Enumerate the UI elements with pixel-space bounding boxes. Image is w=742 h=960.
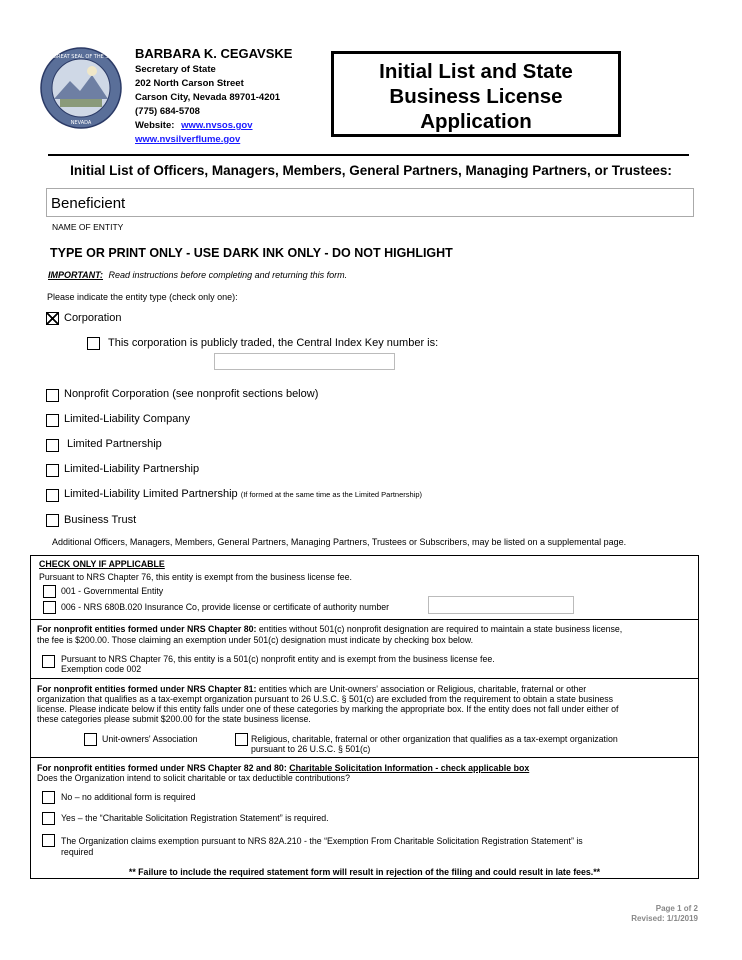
form-title-line1: Initial List and State xyxy=(379,60,573,83)
additional-note: Additional Officers, Managers, Members, General Partners, Managing Partners, Trustees or Subscribers, may be listed on a supplemental page. xyxy=(52,537,627,547)
important-text: Read instructions before completing and returning this form. xyxy=(108,270,348,280)
ch80-option-line1: Pursuant to NRS Chapter 76, this entity is a 501(c) nonprofit entity and is exempt from the business license fee. xyxy=(61,654,495,664)
ink-notice: TYPE OR PRINT ONLY - USE DARK INK ONLY - DO NOT HIGHLIGHT xyxy=(50,246,453,260)
check-only-heading: CHECK ONLY IF APPLICABLE xyxy=(39,559,165,569)
yes-solicit-checkbox[interactable] xyxy=(42,812,55,825)
religious-checkbox[interactable] xyxy=(235,733,248,746)
exemption-claim-line1: The Organization claims exemption pursuant to NRS 82A.210 - the “Exemption From Charitable Solicitation Registration Statement” is xyxy=(61,836,583,846)
lp-checkbox[interactable] xyxy=(46,439,59,452)
cik-number-input[interactable] xyxy=(214,353,395,370)
ch81-text2: organization that qualifies as a tax-exempt organization pursuant to 26 U.S.C. § 501(c) are excluded from the requirement to obtain a state business xyxy=(37,694,614,704)
religious-label-line1: Religious, charitable, fraternal or other organization that qualifies as a tax-exempt organization xyxy=(251,734,618,744)
nrs76-exempt-text: Pursuant to NRS Chapter 76, this entity is exempt from the business license fee. xyxy=(39,572,352,582)
exemption-claim-line2: required xyxy=(61,847,94,857)
chapter81-section xyxy=(30,678,699,757)
entity-name-label: NAME OF ENTITY xyxy=(52,222,124,232)
city-address: Carson City, Nevada 89701-4201 xyxy=(135,92,281,103)
nonprofit-checkbox[interactable] xyxy=(46,389,59,402)
ch81-text1: entities which are Unit-owners' association or Religious, charitable, fraternal or other xyxy=(258,684,587,694)
ch81-text4: these categories please submit $200.00 for the state business license. xyxy=(37,714,311,724)
website-link[interactable]: www.nvsos.gov xyxy=(181,120,253,131)
llp-checkbox[interactable] xyxy=(46,464,59,477)
no-solicit-label: No – no additional form is required xyxy=(61,792,196,802)
ch80-option-line2: Exemption code 002 xyxy=(61,664,142,674)
revision-date: Revised: 1/1/2019 xyxy=(631,914,698,923)
ch82-heading: For nonprofit entities formed under NRS Chapter 82 and 80: xyxy=(37,763,287,773)
governmental-entity-label: 001 - Governmental Entity xyxy=(61,586,164,596)
llc-label: Limited-Liability Company xyxy=(64,413,190,425)
website-line xyxy=(135,119,253,133)
lllp-checkbox[interactable] xyxy=(46,489,59,502)
nevada-state-seal xyxy=(40,47,122,129)
publicly-traded-checkbox[interactable] xyxy=(87,337,100,350)
business-trust-checkbox[interactable] xyxy=(46,514,59,527)
lp-label: Limited Partnership xyxy=(67,438,162,450)
corporation-checkbox[interactable] xyxy=(46,312,59,325)
seal-text-bottom: NEVADA xyxy=(70,120,92,126)
office-title: Secretary of State xyxy=(135,64,216,75)
entity-type-prompt: Please indicate the entity type (check only one): xyxy=(47,292,238,302)
website-line-2 xyxy=(135,133,240,147)
governmental-entity-checkbox[interactable] xyxy=(43,585,56,598)
seal-text-top: THE GREAT SEAL OF THE STATE xyxy=(41,54,121,60)
publicly-traded-label: This corporation is publicly traded, the Central Index Key number is: xyxy=(108,337,439,349)
ch81-text-line1 xyxy=(37,684,586,695)
nonprofit-label: Nonprofit Corporation (see nonprofit sections below) xyxy=(64,388,319,400)
religious-label-line2: pursuant to 26 U.S.C. § 501(c) xyxy=(251,744,371,754)
website-label: Website: xyxy=(135,120,175,131)
section-title: Initial List of Officers, Managers, Members, General Partners, Managing Partners, or Trustees: xyxy=(70,163,672,178)
ch80-text-line1 xyxy=(37,624,622,635)
street-address: 202 North Carson Street xyxy=(135,78,244,89)
official-name: BARBARA K. CEGAVSKE xyxy=(135,46,293,61)
business-license-exempt-section xyxy=(30,555,699,619)
business-trust-label: Business Trust xyxy=(64,514,137,526)
important-label: IMPORTANT: xyxy=(48,270,103,280)
yes-solicit-label: Yes – the “Charitable Solicitation Registration Statement” is required. xyxy=(61,813,329,823)
insurance-license-input[interactable] xyxy=(428,596,574,614)
insurance-co-checkbox[interactable] xyxy=(43,601,56,614)
llp-label: Limited-Liability Partnership xyxy=(64,463,200,475)
lllp-label xyxy=(64,488,422,500)
entity-name-field[interactable]: Beneficient xyxy=(46,188,694,217)
page-number: Page 1 of 2 xyxy=(655,904,698,913)
ch81-text3: license. Please indicate below if this entity falls under one of these categories by marking the appropriate box. If the entity does not fall under either of xyxy=(37,704,619,714)
lllp-note: (If formed at the same time as the Limited Partnership) xyxy=(240,490,423,499)
failure-note: ** Failure to include the required statement form will result in rejection of the filing and could result in late fees.** xyxy=(128,867,601,877)
unit-owners-checkbox[interactable] xyxy=(84,733,97,746)
lllp-label-text: Limited-Liability Limited Partnership xyxy=(64,488,238,500)
insurance-co-label: 006 - NRS 680B.020 Insurance Co, provide license or certificate of authority number xyxy=(61,602,390,612)
ch80-heading: For nonprofit entities formed under NRS Chapter 80: xyxy=(37,624,257,634)
chapter80-section xyxy=(30,619,699,678)
header-divider xyxy=(48,154,689,156)
unit-owners-label: Unit-owners' Association xyxy=(102,734,198,744)
chapter82-section xyxy=(30,757,699,879)
important-note xyxy=(48,270,347,280)
form-title-line3: Application xyxy=(420,110,532,133)
ch80-text2: the fee is $200.00. Those claiming an exemption under 501(c) designation must indicate by checking box below. xyxy=(37,635,474,645)
form-title-box xyxy=(331,51,621,137)
ch80-text1: entities without 501(c) nonprofit designation are required to maintain a state business license, xyxy=(258,624,623,634)
no-solicit-checkbox[interactable] xyxy=(42,791,55,804)
ch82-question: Does the Organization intend to solicit charitable or tax deductible contributions? xyxy=(37,773,350,783)
ch82-heading-line xyxy=(37,763,529,774)
ch82-heading-2: Charitable Solicitation Information - check applicable box xyxy=(289,763,530,773)
llc-checkbox[interactable] xyxy=(46,414,59,427)
exemption-claim-checkbox[interactable] xyxy=(42,834,55,847)
phone-number: (775) 684-5708 xyxy=(135,106,200,117)
form-title-line2: Business License xyxy=(389,85,563,108)
ch80-501c-checkbox[interactable] xyxy=(42,655,55,668)
silverflume-link[interactable]: www.nvsilverflume.gov xyxy=(135,134,241,145)
corporation-label: Corporation xyxy=(64,312,122,324)
ch81-heading: For nonprofit entities formed under NRS Chapter 81: xyxy=(37,684,257,694)
